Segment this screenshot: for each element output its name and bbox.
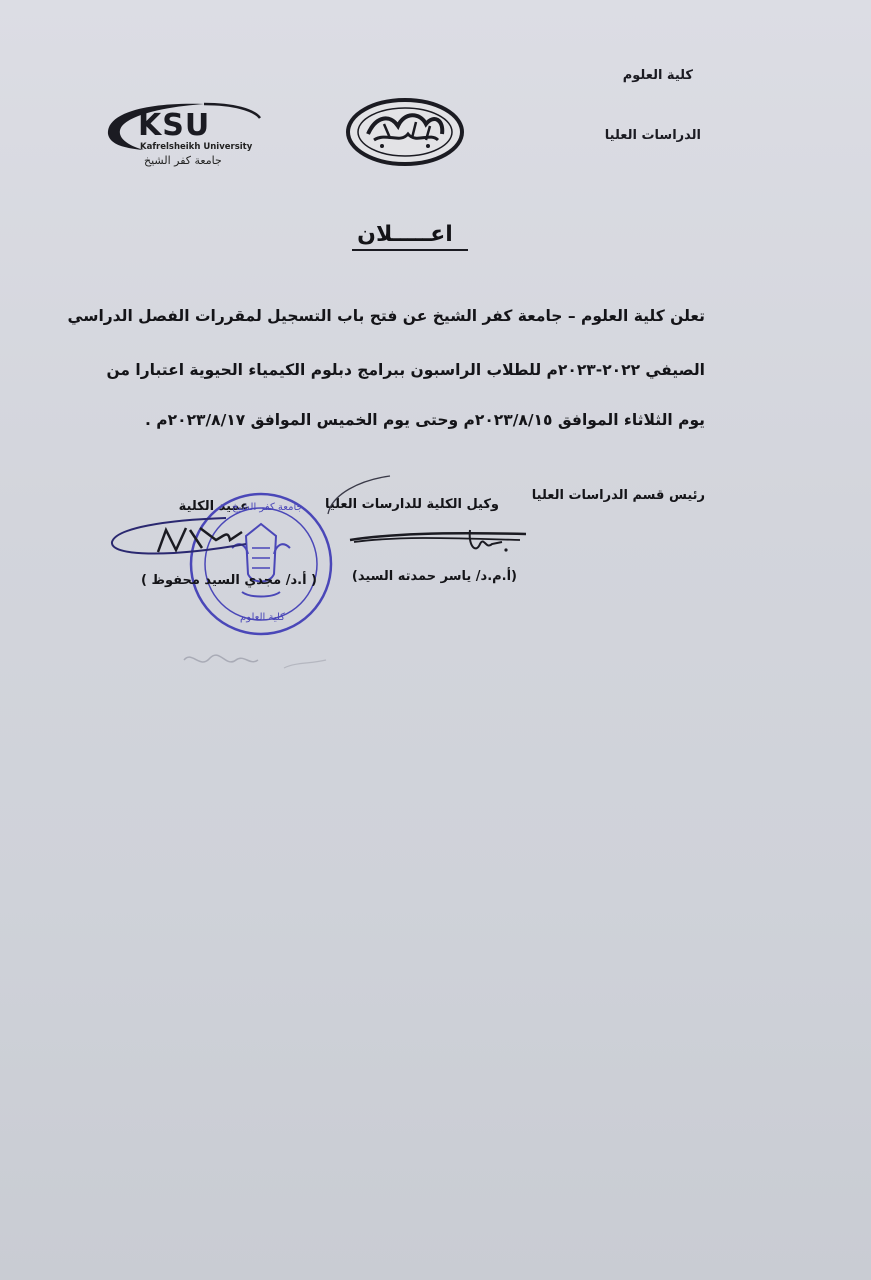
ksu-logo <box>104 100 268 172</box>
signature-name-vice-dean: (أ.م.د/ ياسر حمدته السيد) <box>351 569 517 584</box>
announcement-line-1: تعلن كلية العلوم – جامعة كفر الشيخ عن فتح باب التسجيل لمقررات الفصل الدراسي <box>67 307 705 325</box>
announcement-title: اعـــــلان <box>357 222 453 247</box>
department-name: الدراسات العليا <box>604 128 701 143</box>
faculty-seal-icon <box>346 98 464 166</box>
stamp-outer-text: جامعة كفر الشيخ <box>232 502 303 513</box>
signature-name-dean: ( أ.د/ مجدي السيد محفوظ ) <box>141 573 317 588</box>
stamp-inner-text: كلية العلوم <box>240 612 285 623</box>
signature-role-postgrad-head: رئيس قسم الدراسات العليا <box>531 488 705 503</box>
signature-role-vice-dean: وكيل الكلية للدارسات العليا <box>324 497 499 512</box>
faint-handwriting <box>180 640 340 680</box>
vice-dean-signature <box>320 470 540 560</box>
ksu-wordmark: KSU <box>138 108 211 143</box>
ksu-university-english: Kafrelsheikh University <box>140 142 253 152</box>
signature-role-dean: عميد الكلية <box>178 499 249 514</box>
ksu-university-arabic: جامعة كفر الشيخ <box>144 154 222 167</box>
title-underline <box>352 249 468 251</box>
announcement-line-2: الصيفي ٢٠٢٢-٢٠٢٣م للطلاب الراسبون ببرامج دبلوم الكيمياء الحيوية اعتبارا من <box>106 361 705 379</box>
dean-signature <box>106 510 326 570</box>
announcement-line-3: يوم الثلاثاء الموافق ٢٠٢٣/٨/١٥م وحتى يوم الخميس الموافق ٢٠٢٣/٨/١٧م . <box>145 411 705 429</box>
faculty-name: كلية العلوم <box>622 68 693 83</box>
